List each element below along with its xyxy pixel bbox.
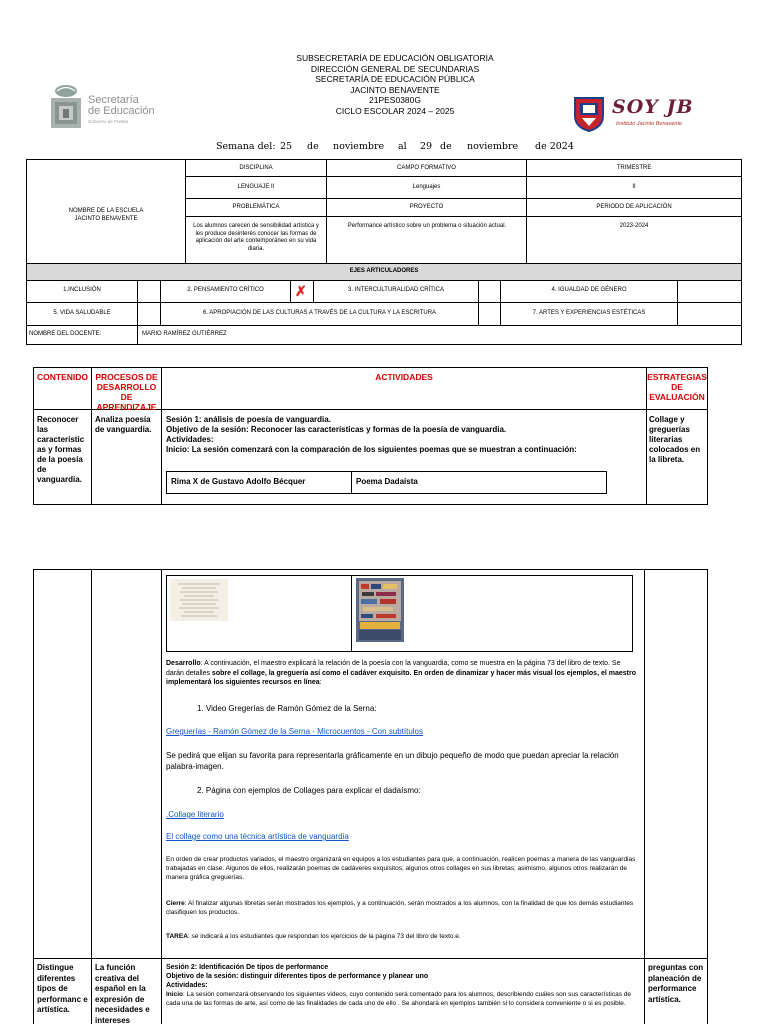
school-name: NOMBRE DE LA ESCUELA JACINTO BENAVENTE	[68, 208, 144, 222]
sesion-objetivo: Objetivo de la sesión: Reconocer las características y formas de la poesía de vanguardia.	[166, 425, 507, 434]
header-trimestre: TRIMESTRE	[616, 165, 652, 171]
desarrollo-label: Desarrollo	[166, 660, 201, 667]
secretaria-logo	[45, 82, 165, 132]
semana-al: al	[398, 141, 407, 152]
desarrollo-text: : A continuación, el maestro explicará la relación de la poesía con la vanguardia, como se muestra en la página 73 del libro de texto. Se darán detalles	[166, 660, 621, 677]
tarea-label: TAREA	[166, 933, 188, 940]
tarea-paragraph	[166, 932, 640, 941]
semana-de: de	[440, 141, 452, 152]
logo-wordmark: SOY JB	[612, 96, 694, 118]
cierre-text: : Al finalizar algunas libretas serán mostrados los ejemplos, y a continuación, serán mostrados a los alumnos, con la finalidad de que los demás estudiantes clasifiquen los productos.	[166, 900, 634, 916]
header-line: CICLO ESCOLAR 2024 – 2025	[335, 105, 455, 116]
inicio-text: Inicio: La sesión comenzará con la comparación de los siguientes poemas que se muestran a continuación:	[166, 445, 577, 454]
equipos-paragraph: En orden de crear productos variados, el maestro organizará en equipos a los estudiantes para que, a continuación, realicen poemas a manera de las vanguardias trabajadas en clase. Algunos de ellos, realizarán poemas de cadáveres exquisitos; algunos otros collages en sus libretas; asimismo, algunos otros realizarán de manera gráfica greguerías.	[166, 856, 636, 881]
header-line: SUBSECRETARÍA DE EDUCACIÓN OBLIGATORIA	[296, 53, 494, 63]
row2-contenido: Distingue diferentes tipos de performanc e artística.	[37, 963, 88, 1014]
value-trimestre: II	[632, 184, 636, 190]
semana-month-start: noviembre	[333, 141, 385, 152]
eje-apropiacion-culturas: 6. APROPIACIÓN DE LAS CULTURAS A TRAVÉS DE LA CULTURA Y LA ESCRITURA	[202, 310, 437, 316]
value-proyecto: Performance artístico sobre un problema o situación actual.	[347, 223, 507, 229]
sesion2-actividades-label: Actividades:	[166, 982, 208, 989]
soy-jb-logo	[572, 96, 722, 134]
link-collage-vanguardia[interactable]: El collage como una técnica artística de vanguardia	[166, 832, 349, 841]
value-disciplina: LENGUAJE II	[237, 184, 275, 190]
desarrollo-paragraph	[166, 659, 640, 688]
eje-pensamiento-critico: 2. PENSAMIENTO CRÍTICO	[187, 287, 264, 293]
selected-mark-icon: ✗	[295, 283, 307, 299]
logo-text-line1: Secretaría	[88, 94, 139, 106]
eje-interculturalidad: 3. INTERCULTURALIDAD CRÍTICA	[348, 287, 444, 293]
eje-vida-saludable: 5. VIDA SALUDABLE	[53, 310, 111, 316]
value-problematica: Los alumnos carecen de sensibilidad artística y les produce desinterés conocer las formas de aplicación del arte contemporáneo en su vida diaria.	[193, 223, 319, 252]
ejes-title: EJES ARTICULADORES	[349, 268, 419, 274]
header-contenido: CONTENIDO	[37, 372, 88, 382]
header-actividades: ACTIVIDADES	[375, 372, 433, 382]
header-line: SECRETARÍA DE EDUCACIÓN PÚBLICA	[315, 74, 475, 84]
poem-1: Rima X de Gustavo Adolfo Bécquer	[171, 477, 306, 486]
docente-value: MARIO RAMÍREZ GUTIÉRREZ	[142, 331, 227, 337]
inicio-text: : La sesión comenzará observando los siguientes videos, cuyo contenido será comentado para los alumnos, describiendo cuáles son sus características de cada una de las formas de arte, así como de las finalidades de cada uno de ello . Se ahondará en ejemplos también si lo considera conveniente o si es posible.	[166, 991, 632, 1007]
poem-2: Poema Dadaísta	[356, 477, 418, 486]
semana-label: Semana del:	[216, 141, 276, 152]
semana-year: de 2024	[535, 141, 574, 152]
header-estrategias: ESTRATEGIAS DE EVALUACIÓN	[647, 372, 707, 402]
value-periodo: 2023-2024	[619, 223, 649, 229]
resource-item-2: 2. Página con ejemplos de Collages para explicar el dadaísmo:	[197, 786, 421, 795]
resource-item-1: 1. Video Gregerías de Ramón Gómez de la Serna:	[197, 704, 377, 713]
sesion-title: Sesión 1: análisis de poesía de vanguardia.	[166, 415, 331, 424]
row1-contenido: Reconocer las característic as y formas de la poesía de vanguardia.	[37, 415, 85, 484]
sesion2-objetivo: Objetivo de la sesión: distinguir diferentes tipos de performance y planear uno	[166, 973, 429, 980]
school-crest-icon	[572, 96, 606, 132]
row2-estrategia: preguntas con planeación de performance artística.	[648, 963, 704, 1004]
desarrollo-bold: sobre el collage, la greguería así como el cadáver exquisito. En orden de dinamizar y hacer más visual los ejemplos, el maestro implementará los siguientes recursos en línea	[166, 669, 636, 686]
government-emblem-icon	[45, 82, 85, 130]
cierre-paragraph	[166, 899, 640, 917]
inicio-label: Inicio	[166, 991, 183, 998]
logo-text-line3: Gobierno de Puebla	[88, 119, 129, 124]
row1-actividades	[166, 415, 644, 455]
logo-subtitle: Instituto Jacinto Benavente	[616, 121, 683, 127]
logo-text-line2: de Educación	[88, 105, 155, 117]
docente-label: NOMBRE DEL DOCENTE:	[29, 331, 102, 337]
header-line: JACINTO BENAVENTE	[350, 84, 440, 95]
desarrollo-end: :	[319, 679, 322, 686]
sesion2-title: Sesión 2: Identificación De tipos de performance	[166, 964, 329, 971]
actividades-label: Actividades:	[166, 435, 214, 444]
eje-artes: 7. ARTES Y EXPERIENCIAS ESTÉTICAS	[532, 310, 646, 316]
header-procesos: PROCESOS DE DESARROLLO DE APRENDIZAJE	[95, 372, 158, 412]
header-campo-formativo: CAMPO FORMATIVO	[397, 165, 456, 171]
header-line: DIRECCIÓN GENERAL DE SECUNDARIAS	[310, 63, 480, 74]
eje-igualdad-genero: 4. IGUALDAD DE GÉNERO	[551, 287, 627, 293]
header-periodo: PERIODO DE APLICACIÓN	[596, 204, 672, 210]
semana-month-end: noviembre	[467, 141, 519, 152]
semana-day-end: 29	[420, 141, 433, 152]
semana-day-start: 25	[280, 141, 293, 152]
value-campo-formativo: Lenguajes	[412, 184, 441, 190]
rima-poem-image	[170, 579, 228, 621]
header-disciplina: DISCIPLINA	[239, 165, 273, 171]
row1-estrategia: Collage y greguerías literarias colocados en la libreta.	[649, 415, 701, 464]
tarea-text: : se indicará a los estudiantes que respondan los ejercicios de la página 73 del libro de texto.e.	[187, 933, 461, 940]
eje-inclusion: 1.INCLUSIÓN	[63, 287, 101, 293]
header-proyecto: PROYECTO	[409, 204, 444, 210]
dadaist-poem-image	[356, 578, 404, 642]
semana-de: de	[307, 141, 319, 152]
eligen-paragraph: Se pedirá que elijan su favorita para representarla gráficamente en un dibujo pequeño de modo que puedan apreciar la relación palabra-imagen.	[166, 751, 619, 771]
row2-procesos: La función creativa del español en la expresión de necesidades e intereses	[95, 963, 150, 1025]
cierre-label: Cierre	[166, 900, 185, 907]
header-problematica: PROBLEMÁTICA	[232, 204, 280, 210]
row2-actividades	[166, 963, 640, 1008]
link-collage-literario[interactable]: .Collage literario	[166, 810, 224, 819]
sesion2-inicio	[166, 990, 640, 1008]
row1-procesos: Analiza poesía de vanguardia.	[95, 415, 152, 434]
link-greguerias-video[interactable]: Greguerías - Ramón Gómez de la Serna - Microcuentos - Con subtítulos	[166, 727, 423, 736]
header-line: 21PES0380G	[369, 95, 421, 105]
